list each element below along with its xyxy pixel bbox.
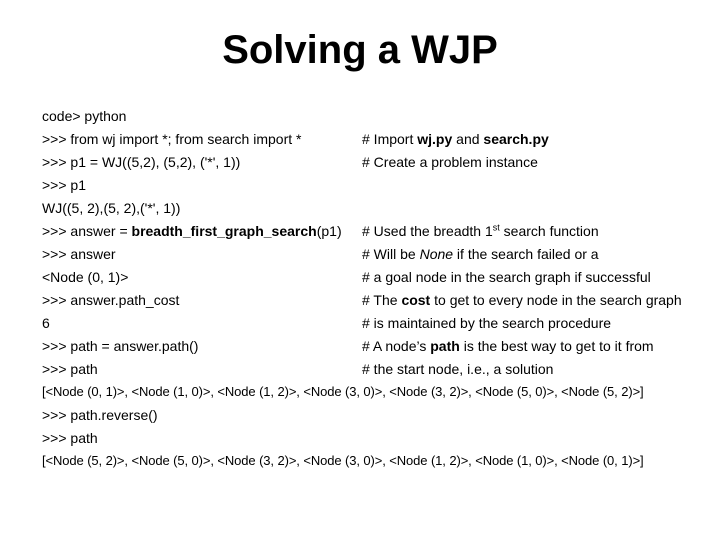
comment: # is maintained by the search procedure [362,315,612,331]
comment: # Create a problem instance [362,154,538,170]
code-line: >>> path.reverse() [42,407,158,423]
comment: # A node’s path is the best way to get to it from [362,338,654,354]
comment: # Will be None if the search failed or a [362,246,599,262]
code-line: >>> answer [42,246,116,262]
code-text: (p1) [316,223,342,239]
comment: # the start node, i.e., a solution [362,361,554,377]
code-line: <Node (0, 1)> [42,269,129,285]
code-line: WJ((5, 2),(5, 2),('*', 1)) [42,200,181,216]
code-text: >>> answer = [42,223,132,239]
code-line: >>> path = answer.path() [42,338,199,354]
code-line: 6 [42,315,50,331]
slide-title: Solving a WJP [222,28,498,72]
code-line: [<Node (0, 1)>, <Node (1, 0)>, <Node (1, 2)>, <Node (3, 0)>, <Node (3, 2)>, <Node (5, 0)>, <Node (5, 2)>] [42,384,644,399]
code-line: >>> path [42,430,98,446]
code-line: >>> answer.path_cost [42,292,180,308]
comment: # a goal node in the search graph if successful [362,269,651,285]
code-function-name: breadth_first_graph_search [131,223,317,239]
code-line: >>> path [42,361,98,377]
code-line: >>> p1 = WJ((5,2), (5,2), ('*', 1)) [42,154,241,170]
code-line: >>> p1 [42,177,86,193]
comment: # The cost to get to every node in the search graph [362,292,682,308]
comment: # Import wj.py and search.py [362,131,549,147]
comment: # Used the breadth 1st search function [362,222,599,239]
code-line: >>> from wj import *; from search import * [42,131,302,147]
code-line: code> python [42,108,127,124]
code-line [42,222,342,240]
code-line: [<Node (5, 2)>, <Node (5, 0)>, <Node (3, 2)>, <Node (3, 0)>, <Node (1, 2)>, <Node (1, 0)>, <Node (0, 1)>] [42,453,644,468]
